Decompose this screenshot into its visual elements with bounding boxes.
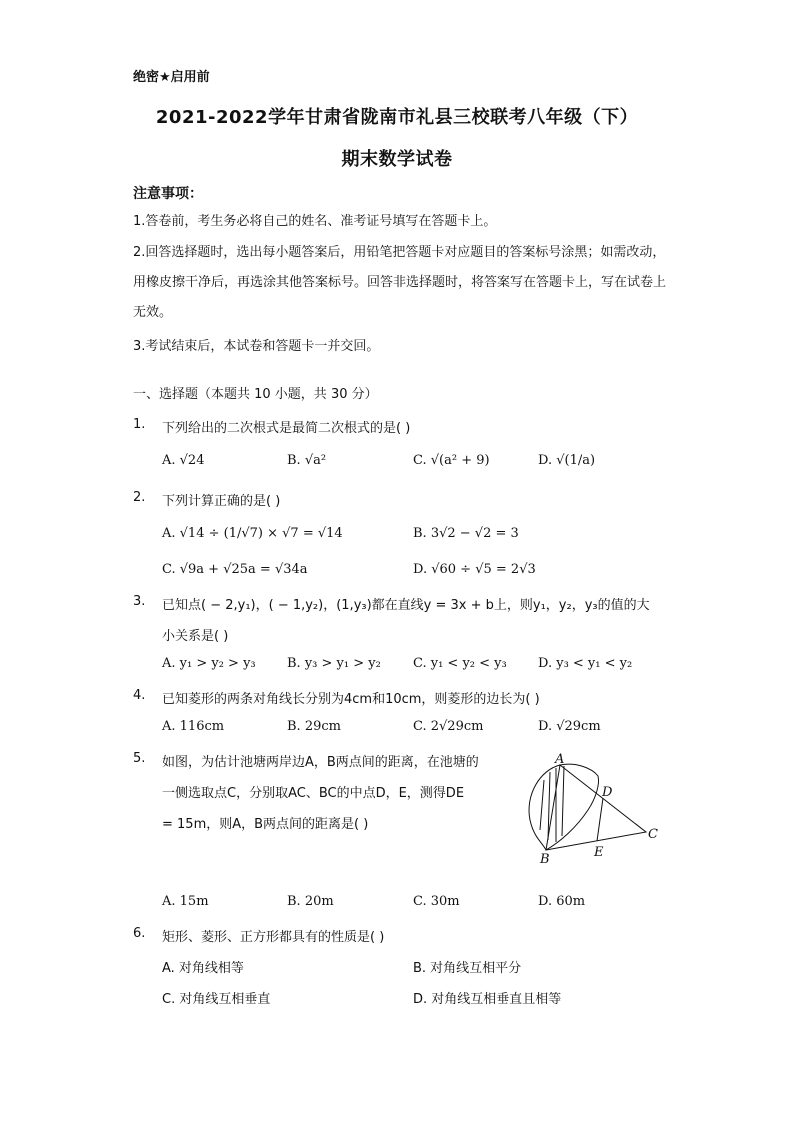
- question-number: 1.: [133, 417, 146, 432]
- question-number: 6.: [133, 926, 146, 941]
- question-text-line3: = 15m，则A，B两点间的距离是( ): [162, 817, 369, 832]
- question-text-line2: 一侧选取点C，分别取AC、BC的中点D，E，测得DE: [162, 786, 465, 801]
- label-c: C: [648, 827, 658, 842]
- option-b: B. y₃ > y₁ > y₂: [287, 656, 381, 671]
- midline-de: [597, 798, 603, 841]
- option-d: D. √29cm: [538, 719, 601, 734]
- option-b: B. √a²: [287, 453, 327, 468]
- option-d: D. y₃ < y₁ < y₂: [538, 656, 633, 671]
- option-a: A. 对角线相等: [162, 961, 244, 976]
- option-a: A. 116cm: [162, 719, 225, 734]
- pond-triangle-figure: [520, 750, 670, 865]
- option-a: A. √14 ÷ (1/√7) × √7 = √14: [162, 526, 343, 541]
- option-b: B. 对角线互相平分: [413, 961, 522, 976]
- option-c: C. √9a + √25a = √34a: [162, 562, 308, 577]
- option-d: D. √60 ÷ √5 = 2√3: [413, 562, 536, 577]
- section-title: 一、选择题（本题共 10 小题，共 30 分）: [133, 387, 378, 402]
- notice-item-3: 3.考试结束后，本试卷和答题卡一并交回。: [133, 339, 380, 354]
- secret-label: 绝密★启用前: [133, 70, 210, 85]
- question-text-line1: 已知点( − 2,y₁)，( − 1,y₂)，(1,y₃)都在直线y = 3x + b上，则y₁，y₂，y₃的值的大: [162, 598, 650, 613]
- option-c: C. 2√29cm: [413, 719, 484, 734]
- option-b: B. 3√2 − √2 = 3: [413, 526, 519, 541]
- option-a: A. y₁ > y₂ > y₃: [162, 656, 256, 671]
- label-d: D: [602, 785, 613, 800]
- question-number: 3.: [133, 594, 146, 609]
- option-b: B. 29cm: [287, 719, 341, 734]
- question-number: 4.: [133, 688, 146, 703]
- option-a: A. 15m: [162, 894, 209, 909]
- exam-title-line2: 期末数学试卷: [341, 149, 453, 170]
- option-d: D. √(1/a): [538, 453, 596, 468]
- option-a: A. √24: [162, 453, 205, 468]
- question-number: 5.: [133, 751, 146, 766]
- notice-item-2: 2.回答选择题时，选出每小题答案后，用铅笔把答题卡对应题目的答案标号涂黑；如需改动，用橡皮擦干净后，再选涂其他答案标号。回答非选择题时，将答案写在答题卡上，写在试卷上无效。: [133, 245, 667, 320]
- question-text-line1: 如图，为估计池塘两岸边A，B两点间的距离，在池塘的: [162, 755, 479, 770]
- label-b: B: [540, 852, 550, 865]
- question-text: 下列计算正确的是( ): [162, 494, 281, 509]
- option-c: C. 30m: [413, 894, 460, 909]
- question-text: 矩形、菱形、正方形都具有的性质是( ): [162, 930, 385, 945]
- notice-item-1: 1.答卷前，考生务必将自己的姓名、准考证号填写在答题卡上。: [133, 214, 497, 229]
- option-d: D. 对角线互相垂直且相等: [413, 992, 562, 1007]
- question-text: 下列给出的二次根式是最简二次根式的是( ): [162, 421, 411, 436]
- question-text-line2: 小关系是( ): [162, 629, 229, 644]
- label-a: A: [555, 752, 565, 767]
- option-c: C. √(a² + 9): [413, 453, 490, 468]
- question-number: 2.: [133, 490, 146, 505]
- pond-hatching: [540, 766, 564, 842]
- option-d: D. 60m: [538, 894, 586, 909]
- option-c: C. y₁ < y₂ < y₃: [413, 656, 507, 671]
- triangle-abc: [546, 765, 646, 850]
- option-b: B. 20m: [287, 894, 334, 909]
- notice-heading: 注意事项：: [133, 186, 203, 202]
- label-e: E: [594, 845, 604, 860]
- question-text: 已知菱形的两条对角线长分别为4cm和10cm，则菱形的边长为( ): [162, 692, 540, 707]
- exam-title-line1: 2021-2022学年甘肃省陇南市礼县三校联考八年级（下）: [155, 107, 639, 128]
- option-c: C. 对角线互相垂直: [162, 992, 271, 1007]
